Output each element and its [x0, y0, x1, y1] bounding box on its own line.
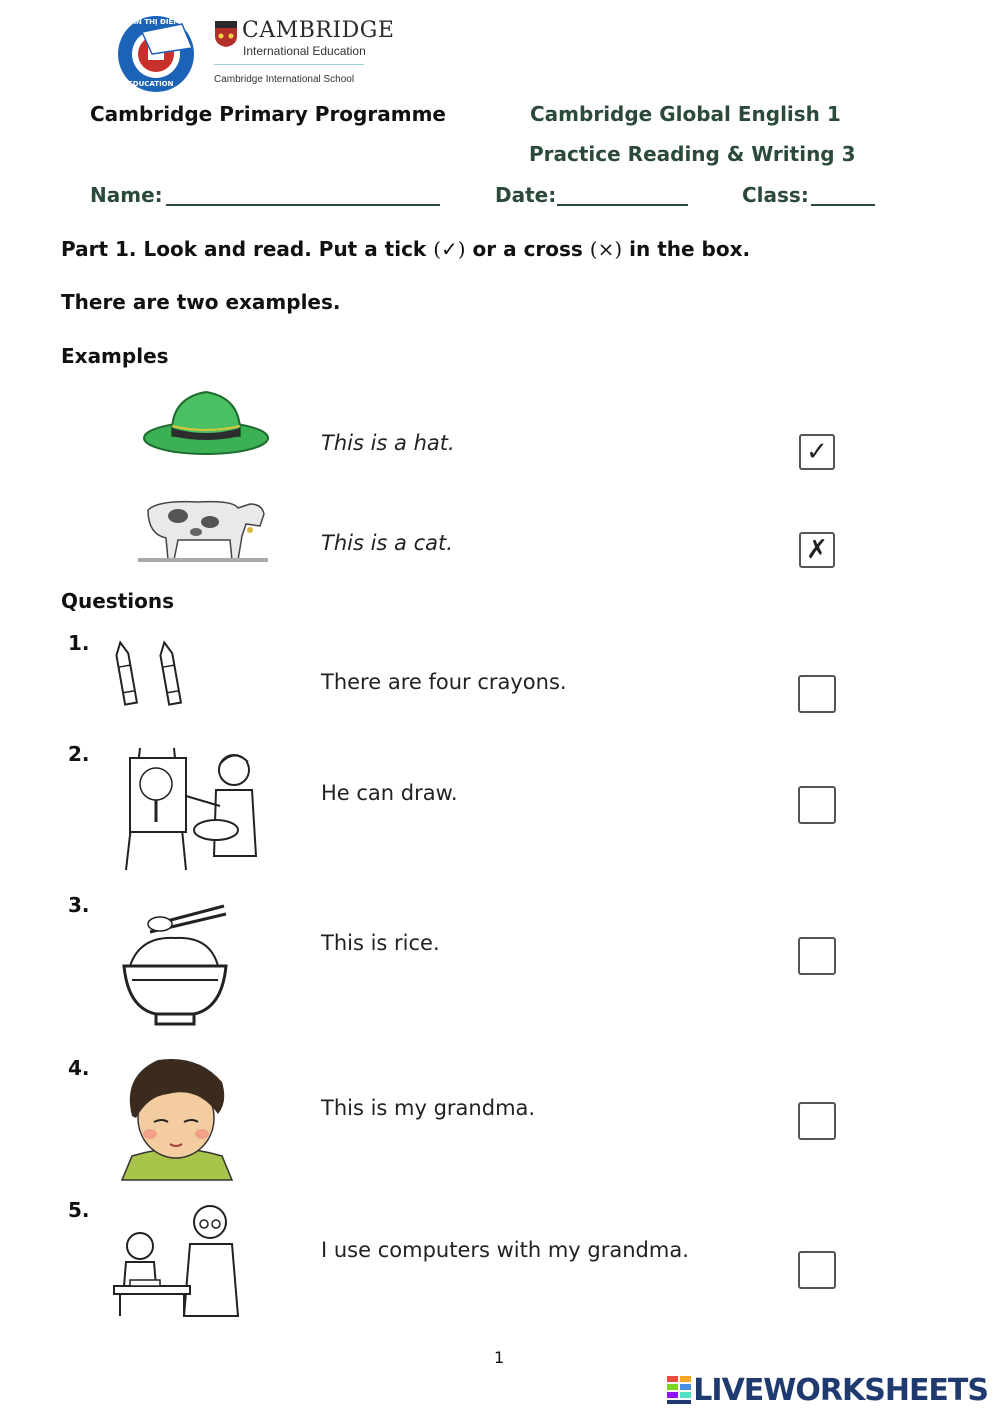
seal-text-top: ĐOÀN THỊ ĐIỂM: [119, 18, 181, 26]
question-5-number: 5.: [68, 1198, 90, 1222]
examples-note: There are two examples.: [61, 290, 341, 314]
liveworksheets-icon: [667, 1376, 691, 1404]
boy-painting-image: [116, 746, 270, 872]
question-3-number: 3.: [68, 893, 90, 917]
cross-symbol: (×): [589, 237, 623, 261]
instruction-prefix: Part 1. Look and read. Put a tick: [61, 237, 434, 261]
cow-image: [138, 490, 268, 564]
cambridge-subtitle: International Education: [243, 44, 366, 58]
question-4-number: 4.: [68, 1056, 90, 1080]
liveworksheets-logo: [667, 1372, 988, 1408]
date-label: Date:: [495, 183, 557, 207]
hat-image: [142, 388, 270, 460]
example-1-checkbox[interactable]: ✓: [799, 434, 835, 470]
programme-title: Cambridge Primary Programme: [90, 102, 446, 126]
rice-bowl-image: [120, 900, 230, 1028]
tick-symbol: (✓): [433, 237, 466, 261]
question-5-text: I use computers with my grandma.: [321, 1238, 689, 1262]
liveworksheets-text: LIVEWORKSHEETS: [693, 1372, 988, 1408]
cambridge-shield-icon: [214, 20, 238, 48]
course-title: Cambridge Global English 1: [530, 102, 841, 126]
class-label: Class:: [742, 183, 809, 207]
instruction-suffix: in the box.: [622, 237, 751, 261]
question-2-text: He can draw.: [321, 781, 458, 805]
question-2-checkbox[interactable]: [798, 786, 836, 824]
seal-text-bottom: EDUCATION: [128, 80, 174, 88]
question-2-number: 2.: [68, 742, 90, 766]
practice-title: Practice Reading & Writing 3: [529, 142, 856, 166]
grandma-and-boy-image: [110, 1200, 244, 1318]
example-1-text: This is a hat.: [321, 431, 455, 455]
examples-heading: Examples: [61, 344, 169, 368]
cambridge-title: CAMBRIDGE: [242, 18, 395, 43]
crayons-image: [108, 640, 188, 710]
cambridge-school: Cambridge International School: [214, 74, 355, 85]
name-label: Name:: [90, 183, 163, 207]
questions-heading: Questions: [61, 589, 175, 613]
page-number: 1: [494, 1348, 505, 1367]
instruction-middle: or a cross: [465, 237, 590, 261]
boy-face-image: [118, 1056, 236, 1182]
example-2-checkbox[interactable]: ✗: [799, 532, 835, 568]
part-instruction: [61, 237, 750, 261]
question-5-checkbox[interactable]: [798, 1251, 836, 1289]
question-4-checkbox[interactable]: [798, 1102, 836, 1140]
logo-divider: [214, 64, 364, 65]
name-field[interactable]: [166, 204, 440, 206]
example-2-text: This is a cat.: [321, 531, 453, 555]
class-field[interactable]: [811, 204, 875, 206]
question-1-number: 1.: [68, 631, 90, 655]
question-3-text: This is rice.: [321, 931, 440, 955]
question-1-text: There are four crayons.: [321, 670, 567, 694]
header-logos: [112, 14, 395, 96]
date-field[interactable]: [557, 204, 688, 206]
question-4-text: This is my grandma.: [321, 1096, 536, 1120]
question-3-checkbox[interactable]: [798, 937, 836, 975]
question-1-checkbox[interactable]: [798, 675, 836, 713]
